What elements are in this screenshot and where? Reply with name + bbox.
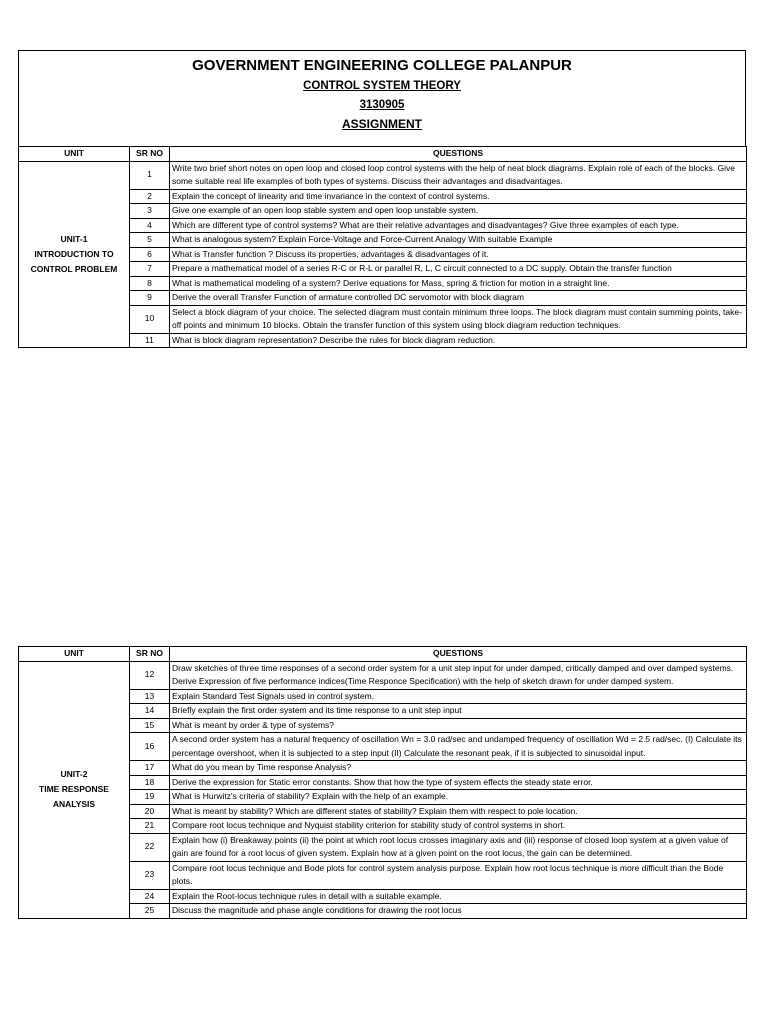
col-sr-header: SR NO [130,647,170,662]
unit-name-line: INTRODUCTION TO [34,248,114,259]
question-cell: Which are different type of control systems? What are their relative advantages and disadvantages? Give three examples of each type. [170,218,747,233]
sr-no-cell: 17 [130,761,170,776]
sr-no-cell: 25 [130,904,170,919]
sr-no-cell: 15 [130,718,170,733]
table-row [19,161,747,189]
question-cell: Explain the Root-locus technique rules in detail with a suitable example. [170,889,747,904]
sr-no-cell: 5 [130,233,170,248]
document-type: ASSIGNMENT [341,117,422,131]
question-cell: Compare root locus technique and Bode plots for control system analysis purpose. Explain how root locus technique is more difficult than the Bode plots. [170,861,747,889]
unit2-block [18,646,746,919]
col-questions-header: QUESTIONS [170,147,747,162]
question-cell: Select a block diagram of your choice. The selected diagram must contain minimum three loops. The block diagram must contain summing points, take-off points and minimum 10 blocks. Obtain the transfer function of this system using block diagram reduction techniques. [170,305,747,333]
col-sr-header: SR NO [130,147,170,162]
unit-name-line: UNIT-2 [60,769,88,779]
sr-no-cell: 7 [130,262,170,277]
sr-no-cell: 4 [130,218,170,233]
unit-name-line: UNIT-1 [60,233,88,244]
sr-no-cell: 3 [130,204,170,219]
question-cell: Discuss the magnitude and phase angle conditions for drawing the root locus [170,904,747,919]
question-cell: Give one example of an open loop stable system and open loop unstable system. [170,204,747,219]
subject-title: CONTROL SYSTEM THEORY [303,80,461,92]
table-row [19,661,747,689]
table-header-row [19,647,747,662]
col-questions-header: QUESTIONS [170,647,747,662]
question-cell: Write two brief short notes on open loop and closed loop control systems with the help of neat block diagrams. Explain role of each of the blocks. Give some suitable real life examples of both types of systems. Discuss their advantages and disadvantages. [170,161,747,189]
sr-no-cell: 10 [130,305,170,333]
sr-no-cell: 14 [130,704,170,719]
col-unit-header: UNIT [19,647,130,662]
question-cell: Explain Standard Test Signals used in control system. [170,689,747,704]
unit-name-cell [19,161,130,348]
question-cell: What is Hurwitz's criteria of stability? Explain with the help of an example. [170,790,747,805]
sr-no-cell: 18 [130,775,170,790]
question-cell: Compare root locus technique and Nyquist stability criterion for stability study of control systems in short. [170,819,747,834]
unit-name-line: CONTROL PROBLEM [30,263,118,274]
question-cell: What is analogous system? Explain Force-Voltage and Force-Current Analogy With suitable Example [170,233,747,248]
sr-no-cell: 16 [130,733,170,761]
question-cell: Explain the concept of linearity and time invariance in the context of control systems. [170,189,747,204]
sr-no-cell: 19 [130,790,170,805]
sr-no-cell: 22 [130,833,170,861]
unit1-table [18,146,747,348]
sr-no-cell: 24 [130,889,170,904]
sr-no-cell: 21 [130,819,170,834]
unit-name-line: ANALYSIS [52,799,96,809]
question-cell: What is block diagram representation? Describe the rules for block diagram reduction. [170,333,747,348]
question-cell: Prepare a mathematical model of a series R-C or R-L or parallel R, L, C circuit connected to a DC supply. Obtain the transfer function [170,262,747,277]
table-header-row [19,147,747,162]
sr-no-cell: 20 [130,804,170,819]
question-cell: A second order system has a natural frequency of oscillation Wn = 3.0 rad/sec and undamped frequency of oscillation Wd = 2.5 rad/sec. (I) Calculate its percentage overshoot, when it is subjected to a step input (II) Calculate the resonant peak, if it is subjected to sinusoidal input. [170,733,747,761]
question-cell: What is meant by order & type of systems? [170,718,747,733]
question-cell: Explain how (i) Breakaway points (ii) the point at which root locus crosses imaginary axis and (iii) response of closed loop system at a given value of gain are found for a root locus of given system. Explain how at a given point on the root locus, the gain can be determined. [170,833,747,861]
sr-no-cell: 2 [130,189,170,204]
sr-no-cell: 1 [130,161,170,189]
question-cell: Derive the overall Transfer Function of armature controlled DC servomotor with block diagram [170,291,747,306]
unit1-block [18,50,746,348]
subject-code: 3130905 [359,99,405,111]
question-cell: Derive the expression for Static error constants. Show that how the type of system effects the steady state error. [170,775,747,790]
sr-no-cell: 6 [130,247,170,262]
question-cell: What is meant by stability? Which are different states of stability? Explain them with respect to pole location. [170,804,747,819]
sr-no-cell: 12 [130,661,170,689]
college-title: GOVERNMENT ENGINEERING COLLEGE PALANPUR [192,57,572,74]
sr-no-cell: 8 [130,276,170,291]
unit-name-line: TIME RESPONSE [39,784,109,794]
question-cell: Draw sketches of three time responses of a second order system for a unit step input for under damped, critically damped and over damped systems. Derive Expression of five performance indices(Time Responce Specification) with the help of sketch drawn for under damped system. [170,661,747,689]
unit-name-cell [19,661,130,918]
unit2-table [18,646,747,919]
question-cell: What is Transfer function ? Discuss its properties, advantages & disadvantages of it. [170,247,747,262]
col-unit-header: UNIT [19,147,130,162]
sr-no-cell: 9 [130,291,170,306]
sr-no-cell: 23 [130,861,170,889]
question-cell: What do you mean by Time response Analysis? [170,761,747,776]
question-cell: Briefly explain the first order system and its time response to a unit step input [170,704,747,719]
question-cell: What is mathematical modeling of a system? Derive equations for Mass, spring & friction for motion in a straight line. [170,276,747,291]
document-header [18,50,746,146]
sr-no-cell: 11 [130,333,170,348]
sr-no-cell: 13 [130,689,170,704]
